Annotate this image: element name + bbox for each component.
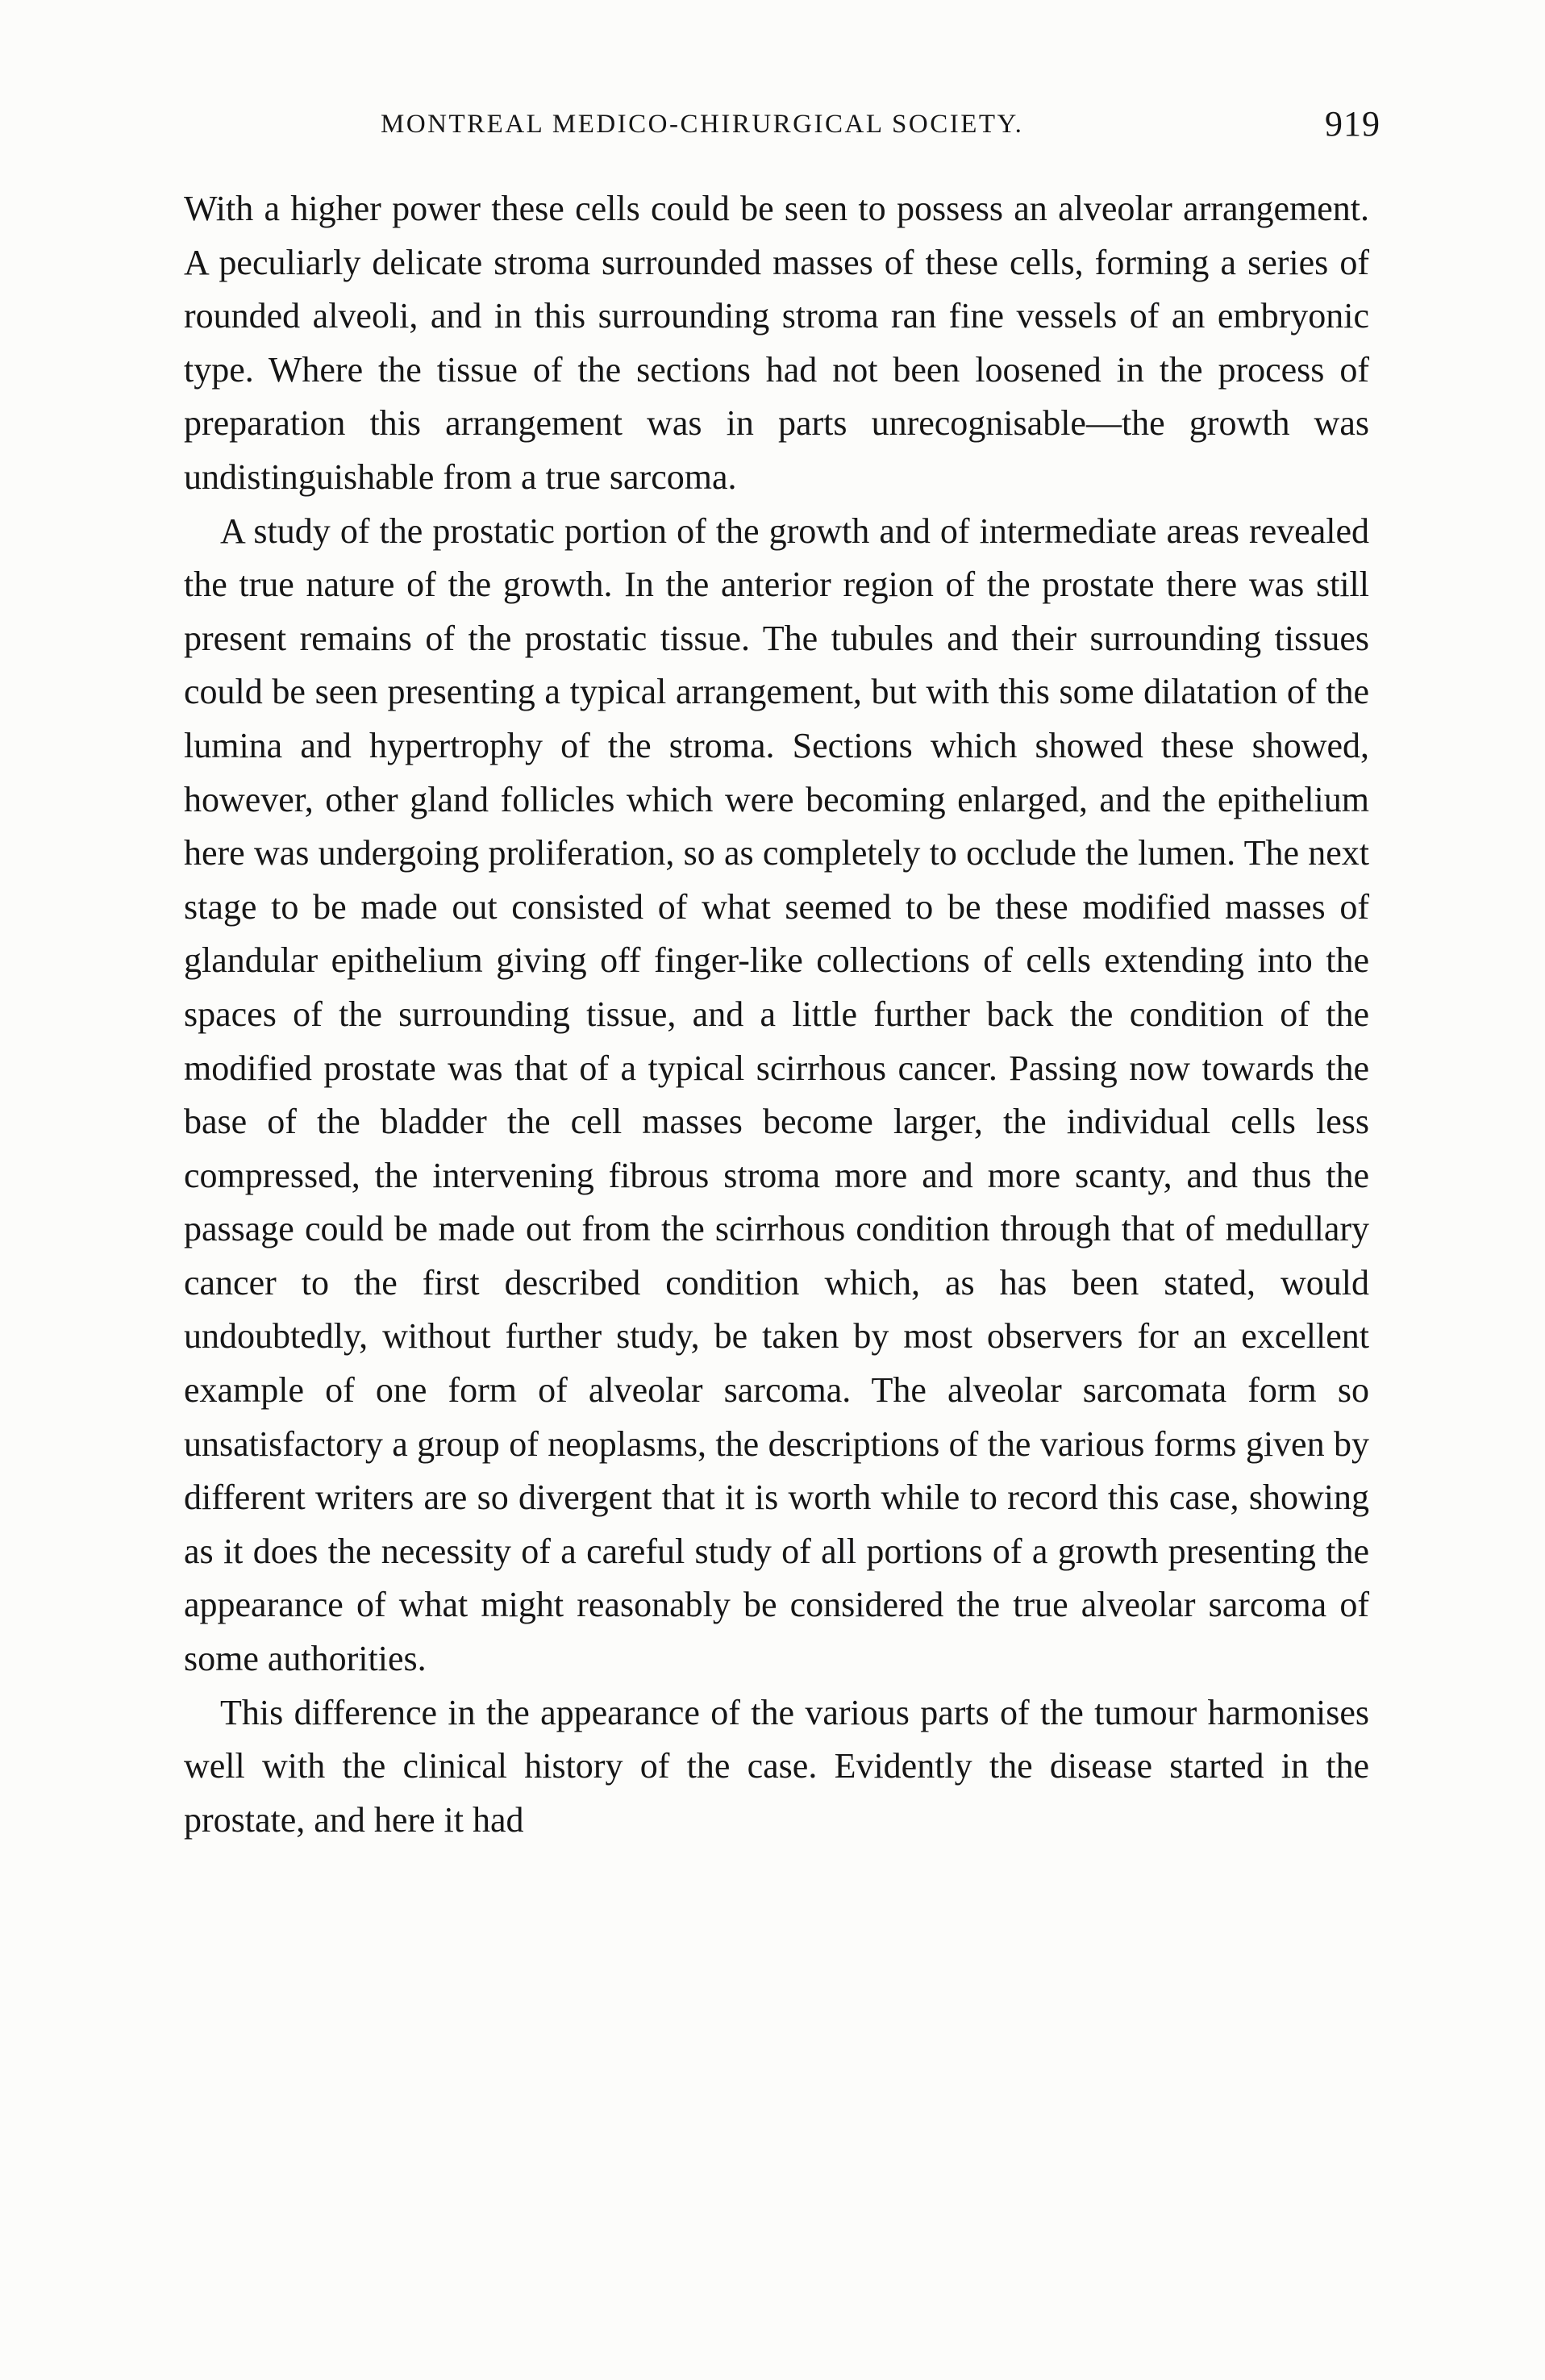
running-head: [187, 103, 1381, 152]
paragraph: With a higher power these cells could be seen to possess an alveolar arrangement. A peculiarly delicate stroma surrounded masses of these cells, forming a series of rounded alveoli, and in this surrounding stroma ran fine vessels of an embryonic type. Where the tissue of the sections had not been loosened in the process of preparation this arrangement was in parts unrecognisable—the growth was undistinguishable from a true sarcoma.: [184, 189, 1369, 497]
page-number: 919: [1325, 104, 1381, 144]
paragraph: A study of the prostatic portion of the growth and of intermediate areas revealed the true nature of the growth. In the anterior region of the prostate there was still present remains of the prostatic tissue. The tubules and their surrounding tissues could be seen presenting a typical arrangement, but with this some dilatation of the lumina and hypertrophy of the stroma. Sections which showed these showed, however, other gland follicles which were becoming enlarged, and the epithelium here was undergoing proliferation, so as completely to occlude the lumen. The next stage to be made out consisted of what seemed to be these modified masses of glandular epithelium giving off finger-like collections of cells extending into the spaces of the surrounding tissue, and a little further back the condition of the modified prostate was that of a typical scirrhous cancer. Passing now towards the base of the bladder the cell masses become larger, the individual cells less compressed, the intervening fibrous stroma more and more scanty, and thus the passage could be made out from the scirrhous condition through that of medullary cancer to the first described condition which, as has been stated, would undoubtedly, without further study, be taken by most observers for an excellent example of one form of alveolar sarcoma. The alveolar sarcomata form so unsatisfactory a group of neoplasms, the descriptions of the various forms given by different writers are so divergent that it is worth while to record this case, showing as it does the necessity of a careful study of all portions of a growth presenting the appearance of what might reasonably be considered the true alveolar sarcoma of some authorities.: [184, 511, 1369, 1679]
running-title: MONTREAL MEDICO-CHIRURGICAL SOCIETY.: [381, 110, 1024, 139]
body-text: [184, 182, 1369, 1847]
paragraph: This difference in the appearance of the various parts of the tumour harmonises well with the clinical history of the case. Evidently the disease started in the prostate, and here it had: [184, 1692, 1369, 1840]
